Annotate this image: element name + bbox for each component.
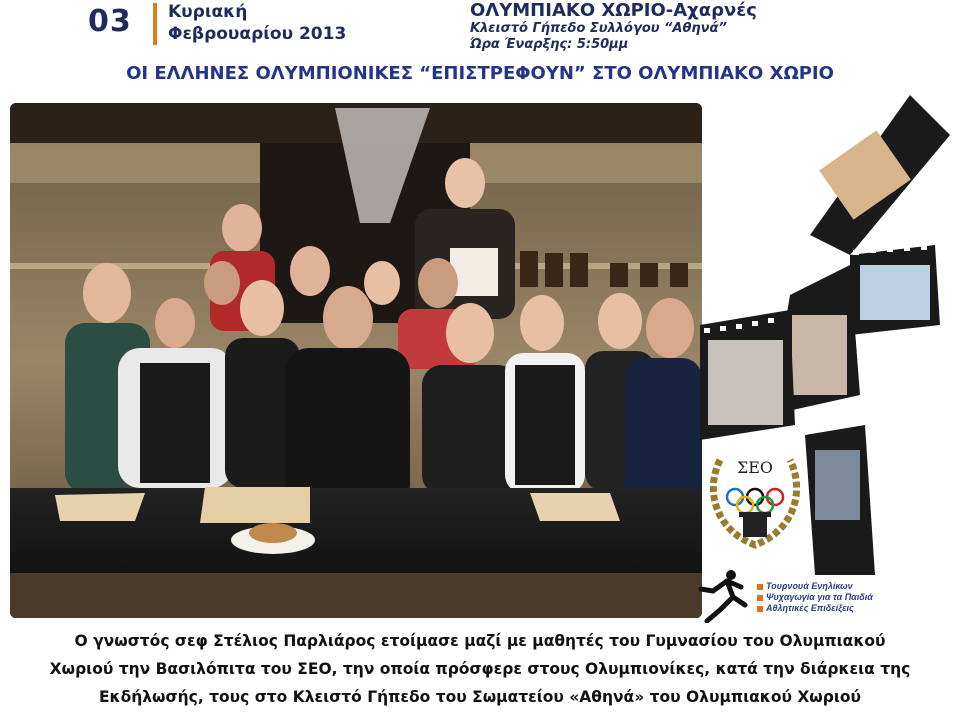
event-title: ΟΛΥΜΠΙΑΚΟ ΧΩΡΙΟ-Αχαρνές [470, 0, 757, 21]
caption-line: Εκδήλωσής, τους στο Κλειστό Γήπεδο του Σωματείου «Αθηνά» του Ολυμπιακού Χωριού [98, 688, 862, 706]
activities-list [757, 581, 873, 614]
bullet-icon [757, 584, 763, 590]
activity-item [757, 581, 873, 592]
activity-label: Ψυχαγωγία για τα Παιδιά [766, 592, 873, 602]
event-date [168, 1, 346, 45]
event-venue: Κλειστό Γήπεδο Συλλόγου “Αθηνά” [470, 21, 727, 36]
headline: ΟΙ ΕΛΛΗΝΕΣ ΟΛΥΜΠΙΟΝΙΚΕΣ “ΕΠΙΣΤΡΕΦΟΥΝ” ΣΤΟ ΟΛΥΜΠΙΑΚΟ ΧΩΡΙΟ [126, 63, 834, 84]
issue-number: 03 [88, 4, 132, 39]
runner-silhouette-icon [693, 567, 753, 623]
emblem-label: ΣΕΟ [736, 458, 774, 477]
date-month-year: Φεβρουαρίου 2013 [168, 24, 347, 44]
header-divider [153, 3, 157, 45]
activity-item [757, 592, 873, 603]
event-time: Ώρα Έναρξης: 5:50μμ [470, 37, 629, 52]
caption-line: Ο γνωστός σεφ Στέλιος Παρλιάρος ετοίμασε μαζί με μαθητές του Γυμνασίου του Ολυμπιακού [74, 632, 886, 650]
group-photo [10, 103, 702, 618]
date-day: Κυριακή [168, 2, 248, 22]
photo-caption [0, 627, 960, 711]
bullet-icon [757, 595, 763, 601]
activity-item [757, 603, 873, 614]
event-info [470, 1, 757, 53]
activity-label: Τουρνουά Ενηλίκων [766, 581, 853, 591]
caption-line: Χωριού την Βασιλόπιτα του ΣΕΟ, την οποία πρόσφερε στους Ολυμπιονίκες, κατά την διάρκεια της [49, 660, 911, 678]
bullet-icon [757, 606, 763, 612]
seo-emblem [705, 445, 805, 555]
activity-label: Αθλητικές Επιδείξεις [766, 603, 854, 613]
